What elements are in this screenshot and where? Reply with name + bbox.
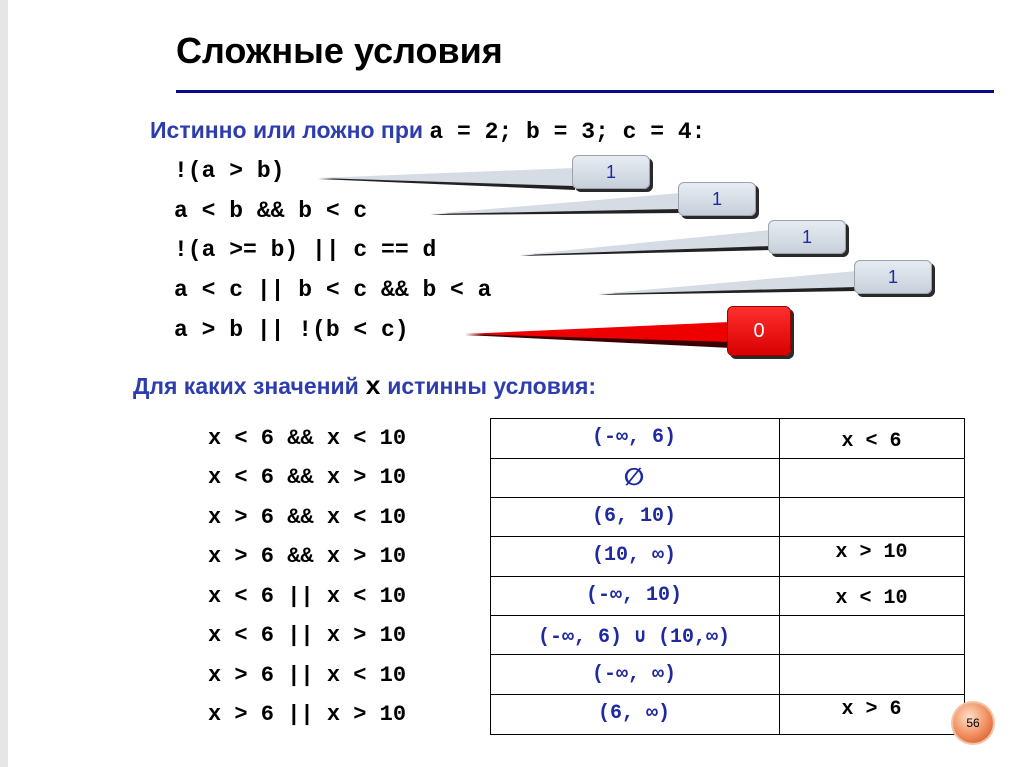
question-values: a = 2; b = 3; c = 4:: [429, 119, 706, 145]
interval-cell-7: (-∞, ∞): [591, 663, 676, 686]
result-callout-3: 1: [768, 220, 846, 254]
subheading-text-after: истинны условия:: [387, 373, 597, 399]
condition-4: x > 6 && x > 10: [208, 544, 407, 569]
simplified-cell-8: x > 6: [841, 698, 902, 721]
result-callout-1: 1: [572, 155, 650, 189]
interval-cell-2: ∅: [623, 463, 645, 491]
callout-tail-2: [430, 195, 682, 215]
callout-tail-3: [520, 232, 772, 256]
condition-8: x > 6 || x > 10: [208, 702, 407, 727]
condition-3: x > 6 && x < 10: [208, 505, 407, 530]
callout-tail-4: [598, 273, 858, 295]
expression-2: a < b && b < c: [174, 198, 368, 224]
simplified-cell-4: x > 10: [835, 541, 908, 564]
callout-tail-1-face: [318, 168, 574, 186]
question-text: Истинно или ложно при: [150, 117, 424, 143]
callout-tail-5-face: [465, 322, 730, 342]
interval-cell-4: (10, ∞): [591, 544, 676, 567]
callout-tail-2-face: [430, 193, 681, 214]
subheading-variable: x: [365, 372, 381, 402]
interval-cell-3: (6, 10): [591, 505, 676, 528]
simplified-cell-5: x < 10: [835, 587, 908, 610]
callout-tail-1: [318, 170, 575, 190]
callout-tail-5: [465, 328, 731, 348]
interval-cell-6: (-∞, 6) ∪ (10,∞): [537, 626, 731, 649]
subheading-text-before: Для каких значений: [133, 373, 359, 399]
condition-7: x > 6 || x < 10: [208, 663, 407, 688]
question-prompt: [150, 117, 705, 145]
condition-6: x < 6 || x > 10: [208, 623, 407, 648]
left-edge-bar: [0, 0, 8, 767]
interval-cell-5: (-∞, 10): [585, 584, 682, 607]
table-row-divider: [491, 576, 964, 577]
page-number-badge: 56: [953, 703, 993, 743]
table-row-divider: [491, 654, 964, 655]
table-row-divider: [491, 694, 964, 695]
condition-1: x < 6 && x < 10: [208, 426, 407, 451]
expression-3: !(a >= b) || c == d: [174, 237, 437, 263]
table-row-divider: [491, 497, 964, 498]
subheading: [133, 372, 596, 402]
result-callout-4: 1: [854, 260, 932, 294]
condition-2: x < 6 && x > 10: [208, 465, 407, 490]
interval-cell-8: (6, ∞): [597, 702, 670, 725]
result-callout-2: 1: [678, 182, 756, 216]
expression-1: !(a > b): [174, 158, 285, 184]
callout-tail-3-face: [520, 230, 771, 255]
slide-title: Сложные условия: [176, 30, 503, 71]
callout-tail-4-face: [598, 271, 857, 294]
result-callout-5: 0: [727, 306, 791, 356]
title-underline: [176, 90, 994, 93]
interval-cell-1: (-∞, 6): [591, 426, 676, 449]
simplified-cell-1: x < 6: [841, 430, 902, 453]
table-row-divider: [491, 458, 964, 459]
table-row-divider: [491, 615, 964, 616]
table-row-divider: [491, 536, 964, 537]
expression-5: a > b || !(b < c): [174, 317, 409, 343]
condition-5: x < 6 || x < 10: [208, 584, 407, 609]
expression-4: a < c || b < c && b < a: [174, 277, 492, 303]
